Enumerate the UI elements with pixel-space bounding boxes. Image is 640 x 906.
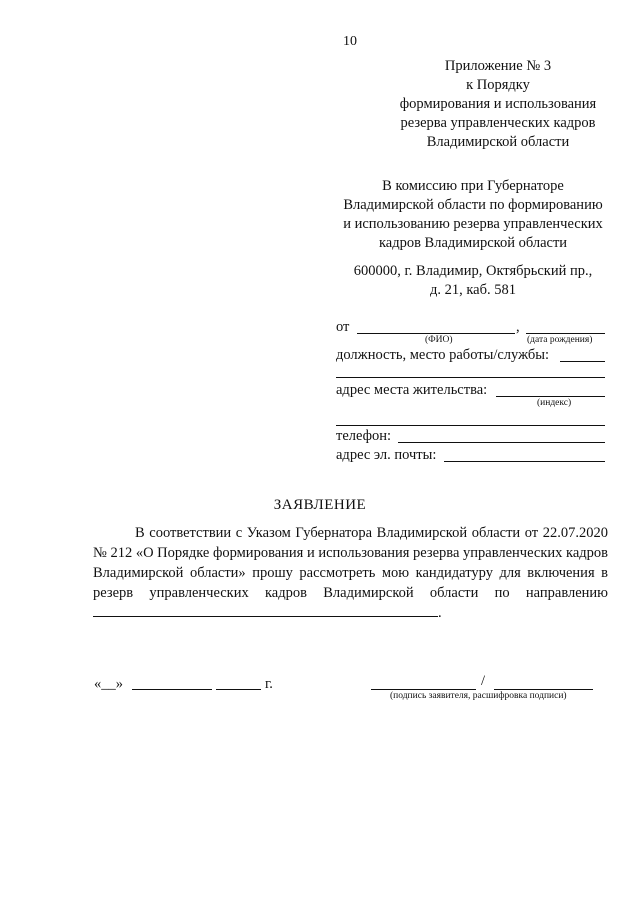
address-field[interactable] bbox=[336, 425, 605, 426]
commission-address bbox=[330, 262, 616, 300]
fio-field[interactable] bbox=[357, 333, 515, 334]
appendix-line: Приложение № 3 bbox=[444, 58, 552, 74]
position-field[interactable] bbox=[560, 361, 605, 362]
position-label: должность, место работы/службы: bbox=[336, 347, 550, 363]
date-prefix: «__» bbox=[94, 676, 123, 692]
statement-text: В соответствии с Указом Губернатора Владимирской области от 22.07.2020 № 212 «О Порядке формирования и использования резерва управленческих кадров Владимирской области» прошу рассмотреть мою кандидатуру для включения в резерв управленческих кадров Владимирской области по направлению bbox=[93, 525, 608, 601]
signature-caption: (подпись заявителя, расшифровка подписи) bbox=[390, 691, 567, 701]
date-year-field[interactable] bbox=[216, 689, 261, 690]
email-field[interactable] bbox=[444, 461, 605, 462]
address-line: 600000, г. Владимир, Октябрьский пр., bbox=[353, 263, 593, 279]
address-label: адрес места жительства: bbox=[336, 382, 488, 398]
birthdate-field[interactable] bbox=[526, 333, 605, 334]
email-label: адрес эл. почты: bbox=[336, 447, 437, 463]
comma: , bbox=[516, 319, 520, 335]
appendix-header bbox=[380, 57, 616, 152]
date-month-field[interactable] bbox=[132, 689, 212, 690]
appendix-line: резерва управленческих кадров bbox=[400, 115, 596, 131]
addressee-line: Владимирской области по формированию bbox=[343, 197, 603, 213]
phone-label: телефон: bbox=[336, 428, 392, 444]
appendix-line: Владимирской области bbox=[426, 134, 570, 150]
birthdate-caption: (дата рождения) bbox=[527, 335, 593, 345]
document-title: ЗАЯВЛЕНИЕ bbox=[273, 497, 367, 513]
position-field-continued[interactable] bbox=[336, 377, 605, 378]
direction-field[interactable] bbox=[93, 604, 438, 617]
statement-paragraph bbox=[93, 523, 608, 623]
year-suffix: г. bbox=[265, 676, 273, 692]
phone-field[interactable] bbox=[398, 442, 605, 443]
appendix-line: к Порядку bbox=[466, 77, 530, 93]
page-number: 10 bbox=[343, 34, 357, 49]
addressee-line: В комиссию при Губернаторе bbox=[382, 178, 564, 194]
signature-field[interactable] bbox=[371, 689, 476, 690]
index-caption: (индекс) bbox=[537, 398, 572, 408]
from-label: от bbox=[336, 319, 350, 335]
addressee-line: и использованию резерва управленческих bbox=[343, 216, 603, 232]
appendix-line: формирования и использования bbox=[399, 96, 597, 112]
addressee-line: кадров Владимирской области bbox=[378, 235, 568, 251]
index-field[interactable] bbox=[496, 396, 605, 397]
fio-caption: (ФИО) bbox=[425, 335, 453, 345]
addressee-block bbox=[330, 177, 616, 253]
address-line: д. 21, каб. 581 bbox=[429, 282, 517, 298]
statement-end: . bbox=[438, 605, 442, 621]
signature-slash: / bbox=[481, 673, 486, 689]
signature-decoding-field[interactable] bbox=[494, 689, 593, 690]
